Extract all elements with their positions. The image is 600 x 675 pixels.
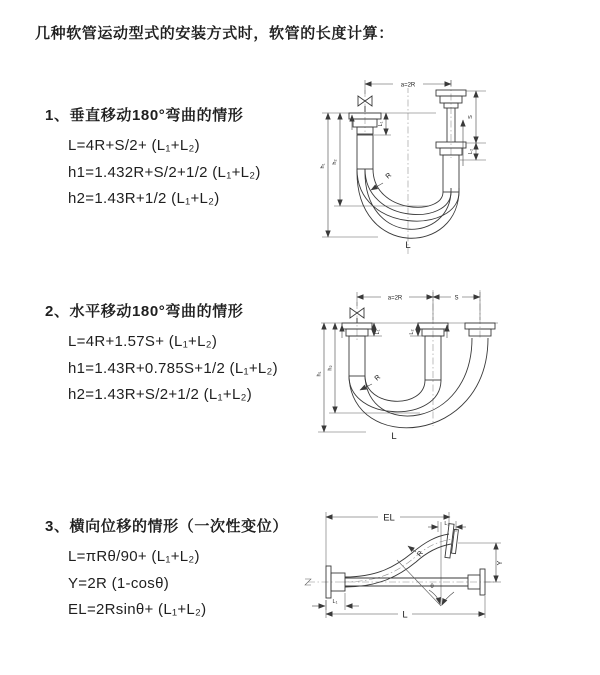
centerlines xyxy=(365,80,451,254)
formula-length: L=4R+1.57S+ (L₁+L₂) xyxy=(68,333,218,350)
formula-y: Y=2R (1-cosθ) xyxy=(68,574,170,592)
diagram-vertical-180-bend xyxy=(308,66,598,262)
hose-braided-section xyxy=(443,155,459,192)
dim-label-s: S xyxy=(468,115,474,119)
centerlines xyxy=(305,522,494,606)
l2-dimension xyxy=(428,521,466,532)
dim-label-h1: h₁ xyxy=(316,371,323,377)
s-and-l2-dimensions xyxy=(460,91,486,160)
l2-dimension xyxy=(409,323,425,336)
radius-callout xyxy=(408,546,425,558)
dim-label-l1: L₁ xyxy=(375,329,381,335)
y-dimension xyxy=(458,543,504,582)
dim-label-h2: h₂ xyxy=(332,159,338,165)
hose-u-bend-curves xyxy=(349,338,488,428)
dim-label-r: R xyxy=(373,373,383,383)
diagram-horizontal-180-bend xyxy=(308,276,598,462)
dim-label-r: R xyxy=(416,549,425,559)
diagram-lateral-displacement xyxy=(298,496,598,628)
formula-h1: h1=1.43R+0.785S+1/2 (L₁+L₂) xyxy=(68,359,278,377)
dim-label-h1: h₁ xyxy=(320,163,326,169)
dim-label-y: Y xyxy=(497,560,504,566)
page-title: 几种软管运动型式的安装方式时，软管的长度计算： xyxy=(35,25,394,42)
section-3-formulas xyxy=(68,544,288,624)
dim-label-a2r: a=2R xyxy=(387,295,403,302)
dim-label-r: R xyxy=(384,171,394,181)
section-2-formulas xyxy=(68,329,278,409)
displaced-hose-curve xyxy=(345,534,451,587)
l-dimension xyxy=(326,596,485,621)
formula-h2: h2=1.43R+1/2 (L₁+L₂) xyxy=(68,190,220,207)
section-2-heading: 2、水平移动180°弯曲的情形 xyxy=(45,303,244,320)
dim-label-l2: L₂ xyxy=(444,521,450,527)
dim-label-h2: h₂ xyxy=(327,365,334,371)
dim-label-l1: L₁ xyxy=(332,599,338,605)
height-dimensions xyxy=(320,113,428,237)
section-1-heading: 1、垂直移动180°弯曲的情形 xyxy=(45,107,244,124)
dim-label-l: L xyxy=(391,431,397,442)
l1-dimension xyxy=(374,113,391,135)
dim-label-s: S xyxy=(454,295,459,302)
formula-length: L=πRθ/90+ (L₁+L₂) xyxy=(68,548,200,565)
formula-el: EL=2Rsinθ+ (L₁+L₂) xyxy=(68,601,207,618)
section-3-heading: 3、横向位移的情形（一次性变位） xyxy=(45,518,288,535)
upper-flange xyxy=(445,524,459,559)
formula-length: L=4R+S/2+ (L₁+L₂) xyxy=(68,137,200,154)
section-1-formulas xyxy=(68,133,261,213)
dim-label-l: L xyxy=(405,240,411,251)
dim-label-theta: θ xyxy=(430,584,434,590)
dim-label-l2: L₂ xyxy=(468,148,474,155)
section-3 xyxy=(45,515,288,624)
dim-label-l: L xyxy=(402,609,408,621)
dim-label-el: EL xyxy=(383,512,395,524)
radius-callout xyxy=(371,172,393,190)
top-dimension xyxy=(357,292,480,320)
hose-braided-section xyxy=(349,336,365,376)
el-dimension xyxy=(326,510,450,566)
section-2 xyxy=(45,300,278,409)
angle-construction xyxy=(397,560,454,606)
formula-h2: h2=1.43R+S/2+1/2 (L₁+L₂) xyxy=(68,386,253,403)
formula-h1: h1=1.432R+S/2+1/2 (L₁+L₂) xyxy=(68,163,261,181)
section-1 xyxy=(45,104,261,213)
dim-label-a2r: a=2R xyxy=(400,82,416,89)
dim-label-l2: L₂ xyxy=(409,329,415,335)
l1-dimension xyxy=(312,593,359,610)
dim-label-l1: L₁ xyxy=(378,121,384,127)
hose-braided-section xyxy=(357,135,373,169)
